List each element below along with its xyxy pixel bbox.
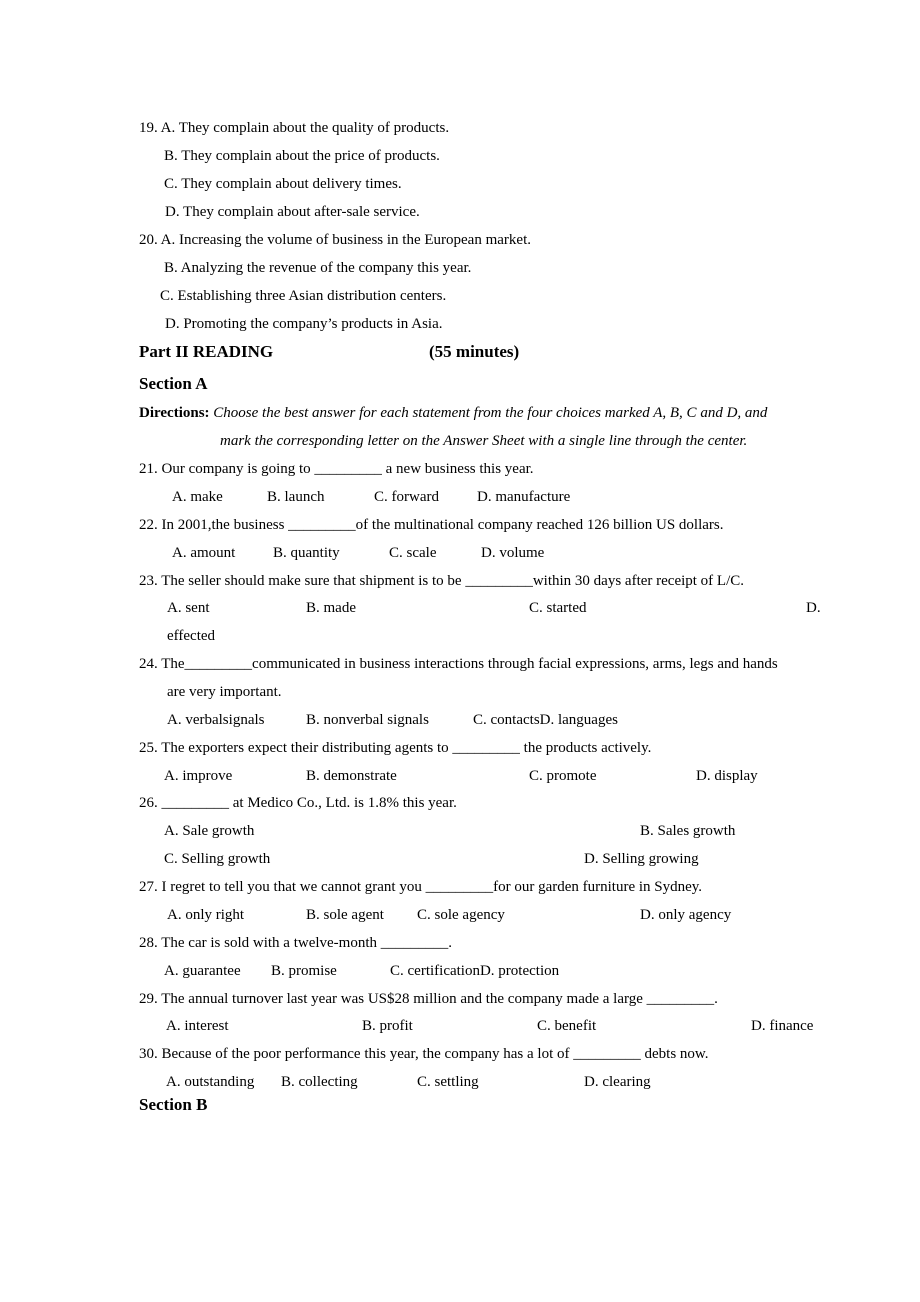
q30-stem: 30. Because of the poor performance this year, the company has a lot of _________ debts now. <box>139 1046 709 1062</box>
q27-stem: 27. I regret to tell you that we cannot grant you _________for our garden furniture in Sydney. <box>139 879 703 895</box>
q28-option-cd: C. certificationD. protection <box>390 963 560 979</box>
part-title: Part II READING <box>139 342 274 361</box>
q30-option-c: C. settling <box>417 1074 479 1090</box>
q25-option-b: B. demonstrate <box>306 768 397 784</box>
q30-option-a: A. outstanding <box>166 1074 255 1090</box>
q19-option-d: D. They complain about after-sale service. <box>165 204 420 220</box>
q29-option-c: C. benefit <box>537 1018 597 1034</box>
q30-option-b: B. collecting <box>281 1074 358 1090</box>
part-time: (55 minutes) <box>429 342 520 361</box>
directions-line2: mark the corresponding letter on the Answer Sheet with a single line through the center. <box>220 433 748 449</box>
q28-option-b: B. promise <box>271 963 337 979</box>
section-a-heading: Section A <box>139 374 208 393</box>
q22-option-b: B. quantity <box>273 545 340 561</box>
section-b-heading: Section B <box>139 1095 208 1114</box>
q29-stem: 29. The annual turnover last year was US$28 million and the company made a large _________. <box>139 991 718 1007</box>
q20-option-c: C. Establishing three Asian distribution centers. <box>160 288 447 304</box>
directions <box>139 403 767 423</box>
q21-option-b: B. launch <box>267 489 325 505</box>
q21-option-d: D. manufacture <box>477 489 571 505</box>
q25-stem: 25. The exporters expect their distributing agents to _________ the products actively. <box>139 740 652 756</box>
q21-stem: 21. Our company is going to _________ a new business this year. <box>139 461 534 477</box>
q19-stem: 19. A. They complain about the quality of products. <box>139 120 450 136</box>
q26-stem: 26. _________ at Medico Co., Ltd. is 1.8% this year. <box>139 795 457 811</box>
q19-option-b: B. They complain about the price of products. <box>164 148 440 164</box>
q24-option-a: A. verbalsignals <box>167 712 265 728</box>
q29-option-a: A. interest <box>166 1018 229 1034</box>
q29-option-b: B. profit <box>362 1018 413 1034</box>
q25-option-c: C. promote <box>529 768 597 784</box>
q22-option-c: C. scale <box>389 545 437 561</box>
q22-option-d: D. volume <box>481 545 545 561</box>
q19-option-c: C. They complain about delivery times. <box>164 176 402 192</box>
q23-option-c: C. started <box>529 600 587 616</box>
q21-option-a: A. make <box>172 489 223 505</box>
q24-option-cd: C. contactsD. languages <box>473 712 618 728</box>
q25-option-a: A. improve <box>164 768 233 784</box>
q23-option-b: B. made <box>306 600 356 616</box>
q22-stem: 22. In 2001,the business _________of the multinational company reached 126 billion US dollars. <box>139 517 724 533</box>
q20-option-b: B. Analyzing the revenue of the company this year. <box>164 260 472 276</box>
q26-option-b: B. Sales growth <box>640 823 736 839</box>
q30-option-d: D. clearing <box>584 1074 651 1090</box>
q26-option-d: D. Selling growing <box>584 851 699 867</box>
directions-label: Directions: <box>139 405 210 421</box>
q29-option-d: D. finance <box>751 1018 814 1034</box>
q27-option-a: A. only right <box>167 907 245 923</box>
q20-option-d: D. Promoting the company’s products in Asia. <box>165 316 443 332</box>
q23-option-a: A. sent <box>167 600 210 616</box>
q23-option-d: D. <box>806 600 821 616</box>
q24-stem: 24. The_________communicated in business interactions through facial expressions, arms, legs and hands <box>139 656 778 672</box>
q26-option-a: A. Sale growth <box>164 823 255 839</box>
q27-option-b: B. sole agent <box>306 907 384 923</box>
q28-option-a: A. guarantee <box>164 963 241 979</box>
q23-stem: 23. The seller should make sure that shipment is to be _________within 30 days after receipt of L/C. <box>139 573 745 589</box>
q28-stem: 28. The car is sold with a twelve-month _________. <box>139 935 453 951</box>
directions-line1: Choose the best answer for each statement from the four choices marked A, B, C and D, and <box>213 405 768 421</box>
q23-option-d-text: effected <box>167 628 216 644</box>
q20-stem: 20. A. Increasing the volume of business in the European market. <box>139 232 531 248</box>
q27-option-d: D. only agency <box>640 907 732 923</box>
q24-option-b: B. nonverbal signals <box>306 712 429 728</box>
q24-stem-continued: are very important. <box>167 684 282 700</box>
q21-option-c: C. forward <box>374 489 439 505</box>
q22-option-a: A. amount <box>172 545 236 561</box>
q25-option-d: D. display <box>696 768 758 784</box>
q26-option-c: C. Selling growth <box>164 851 271 867</box>
q27-option-c: C. sole agency <box>417 907 505 923</box>
